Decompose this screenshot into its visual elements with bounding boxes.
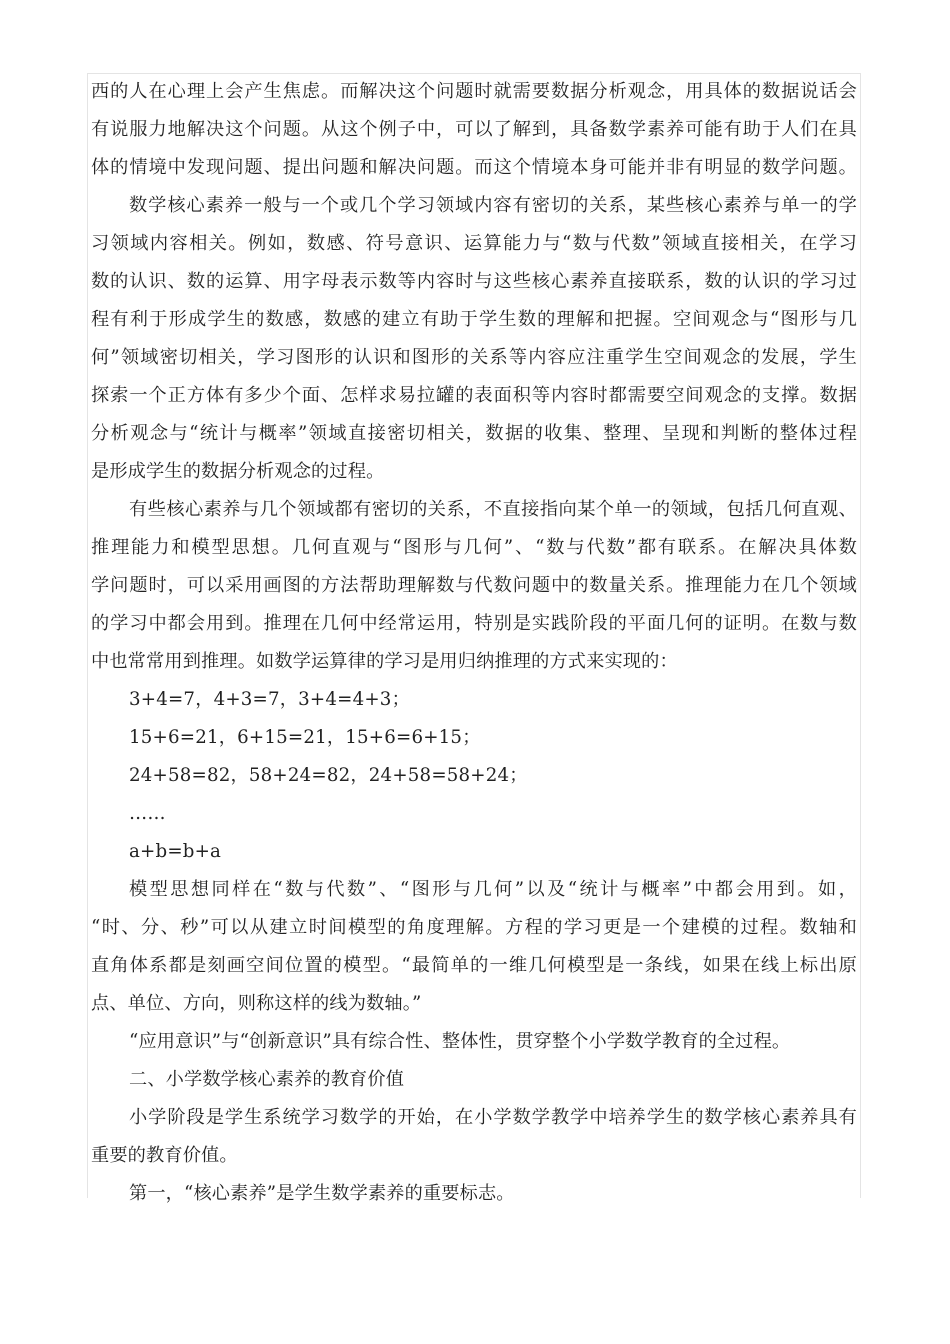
text-line: 的学习中都会用到。推理在几何中经常运用，特别是实践阶段的平面几何的证明。在数与数: [91, 613, 857, 634]
text-line: 习领域内容相关。例如，数感、符号意识、运算能力与“数与代数”领域直接相关，在学习: [91, 233, 857, 254]
paragraph-first-line: 有些核心素养与几个领域都有密切的关系，不直接指向某个单一的领域，包括几何直观、: [129, 499, 857, 520]
text-line: 点、单位、方向，则称这样的线为数轴。”: [91, 993, 422, 1014]
text-line: 重要的教育价值。: [91, 1145, 238, 1166]
text-line: 学问题时，可以采用画图的方法帮助理解数与代数问题中的数量关系。推理能力在几个领域: [91, 575, 857, 596]
text-line: 西的人在心理上会产生焦虑。而解决这个问题时就需要数据分析观念，用具体的数据说话会: [91, 81, 857, 102]
equation-line: 3+4=7，4+3=7，3+4=4+3；: [129, 689, 410, 710]
text-line: 有说服力地解决这个问题。从这个例子中，可以了解到，具备数学素养可能有助于人们在具: [91, 119, 857, 140]
paragraph-first-line: 小学阶段是学生系统学习数学的开始，在小学数学教学中培养学生的数学核心素养具有: [129, 1107, 857, 1128]
text-line: 是形成学生的数据分析观念的过程。: [91, 461, 385, 482]
text-line: “时、分、秒”可以从建立时间模型的角度理解。方程的学习更是一个建模的过程。数轴和: [91, 917, 857, 938]
paragraph-first-line: 模型思想同样在“数与代数”、“图形与几何”以及“统计与概率”中都会用到。如，: [129, 879, 857, 900]
text-line: 探索一个正方体有多少个面、怎样求易拉罐的表面积等内容时都需要空间观念的支撑。数据: [91, 385, 857, 406]
paragraph-first-line: 数学核心素养一般与一个或几个学习领域内容有密切的关系，某些核心素养与单一的学: [129, 195, 857, 216]
text-line: 数的认识、数的运算、用字母表示数等内容时与这些核心素养直接联系，数的认识的学习过: [91, 271, 857, 292]
ellipsis-line: ……: [129, 803, 166, 824]
text-line: 何”领域密切相关，学习图形的认识和图形的关系等内容应注重学生空间观念的发展，学生: [91, 347, 857, 368]
equation-line: 24+58=82，58+24=82，24+58=58+24；: [129, 765, 528, 786]
text-line: 体的情境中发现问题、提出问题和解决问题。而这个情境本身可能并非有明显的数学问题。: [91, 157, 857, 178]
text-line: 程有利于形成学生的数感，数感的建立有助于学生数的理解和把握。空间观念与“图形与几: [91, 309, 857, 330]
text-line: 中也常常用到推理。如数学运算律的学习是用归纳推理的方式来实现的：: [91, 651, 678, 672]
text-line: 分析观念与“统计与概率”领域直接密切相关，数据的收集、整理、呈现和判断的整体过程: [91, 423, 857, 444]
section-heading: 二、小学数学核心素养的教育价值: [129, 1069, 405, 1090]
paragraph-line: “应用意识”与“创新意识”具有综合性、整体性，贯穿整个小学数学教育的全过程。: [129, 1031, 791, 1052]
text-line: 推理能力和模型思想。几何直观与“图形与几何”、“数与代数”都有联系。在解决具体数: [91, 537, 857, 558]
equation-line: a+b=b+a: [129, 841, 222, 862]
equation-line: 15+6=21，6+15=21，15+6=6+15；: [129, 727, 481, 748]
text-line: 直角体系都是刻画空间位置的模型。“最简单的一维几何模型是一条线，如果在线上标出原: [91, 955, 857, 976]
paragraph-line: 第一，“核心素养”是学生数学素养的重要标志。: [129, 1183, 515, 1204]
